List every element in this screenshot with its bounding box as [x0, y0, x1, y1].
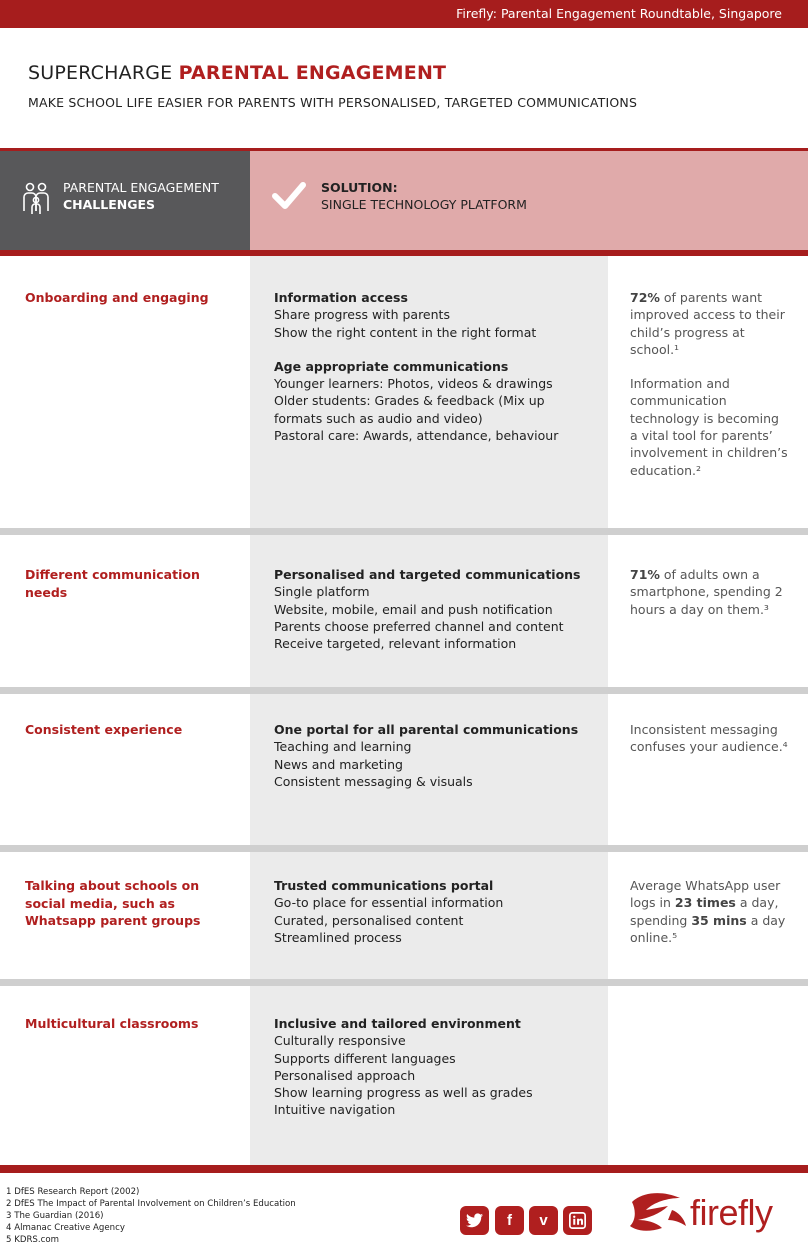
solution-trusted-portal [274, 877, 594, 946]
footnotes [6, 1186, 296, 1246]
top-banner [0, 0, 808, 28]
footnote: 4 Almanac Creative Agency [6, 1223, 125, 1233]
checkmark-icon [272, 181, 306, 211]
solution-line: Culturally responsive [274, 1033, 406, 1049]
solution-header [250, 148, 808, 250]
footer-divider [0, 1165, 808, 1173]
solution-line: Personalised approach [274, 1067, 416, 1083]
solution-line: Older students: Grades & feedback (Mix up formats such as audio and video) [274, 393, 545, 426]
challenges-header [0, 148, 250, 250]
challenge-multicultural: Multicultural classrooms [25, 1016, 199, 1031]
solution-header-line1: SOLUTION: [321, 180, 398, 195]
stat-inconsistent-messaging: Inconsistent messaging confuses your audience.⁴ [630, 722, 788, 755]
solution-line: Pastoral care: Awards, attendance, behaviour [274, 428, 559, 444]
solution-heading: One portal for all parental communications [274, 722, 579, 737]
solution-heading: Age appropriate communications [274, 358, 509, 374]
stat-text: Average WhatsApp user logs in [630, 878, 781, 911]
solution-line: Parents choose preferred channel and content [274, 618, 564, 634]
challenge-communication-needs: Different communication needs [25, 567, 200, 600]
stat-highlight: 23 times [674, 895, 736, 911]
stat-whatsapp [630, 877, 790, 946]
solution-line: Share progress with parents [274, 307, 450, 323]
solution-personalised-communications [274, 566, 594, 652]
stat-highlight: 72% [630, 290, 660, 305]
solution-line: Supports different languages [274, 1050, 456, 1066]
stat-smartphone [630, 566, 790, 618]
solution-line: Curated, personalised content [274, 912, 464, 928]
title-highlight: PARENTAL ENGAGEMENT [178, 62, 447, 84]
solution-heading: Inclusive and tailored environment [274, 1016, 521, 1031]
solution-one-portal [274, 721, 594, 790]
challenge-consistent-experience: Consistent experience [25, 722, 183, 737]
firefly-logo-icon [628, 1190, 688, 1236]
solution-line: Consistent messaging & visuals [274, 773, 473, 789]
parents-family-icon [22, 181, 50, 215]
solution-line: Intuitive navigation [274, 1102, 396, 1118]
row-divider [0, 528, 808, 535]
page-title [28, 62, 446, 84]
solution-line: Single platform [274, 584, 370, 600]
footnote: 1 DfES Research Report (2002) [6, 1187, 140, 1197]
solution-inclusive-environment [274, 1015, 594, 1119]
stat-text: a day online.⁵ [630, 912, 786, 945]
solution-heading: Personalised and targeted communications [274, 567, 581, 582]
solution-line: Streamlined process [274, 929, 402, 945]
solution-header-text [321, 179, 527, 213]
solution-line: Website, mobile, email and push notification [274, 601, 553, 617]
solution-line: Younger learners: Photos, videos & drawings [274, 376, 553, 392]
stat-highlight: 71% [630, 567, 660, 582]
solution-line: Show learning progress as well as grades [274, 1085, 533, 1101]
solution-line: News and marketing [274, 756, 403, 772]
solution-line: Teaching and learning [274, 739, 412, 755]
solution-line: Show the right content in the right format [274, 324, 537, 340]
solution-line: Go-to place for essential information [274, 895, 504, 911]
row-divider [0, 687, 808, 694]
stat-parents-access [630, 289, 790, 479]
stat-text: of adults own a smartphone, spending 2 hours a day on them.³ [630, 567, 783, 617]
solution-header-line2: SINGLE TECHNOLOGY PLATFORM [321, 197, 527, 212]
title-prefix: SUPERCHARGE [28, 62, 179, 84]
challenge-social-media: Talking about schools on social media, such as Whatsapp parent groups [25, 878, 201, 928]
challenges-header-line2: CHALLENGES [63, 197, 156, 212]
vimeo-icon[interactable]: v [529, 1206, 558, 1235]
footnote: 5 KDRS.com [6, 1235, 59, 1245]
solution-information-access [274, 289, 594, 444]
stat-text: of parents want improved access to their child’s progress at school.¹ [630, 290, 785, 357]
stat-text: a day, spending [630, 895, 779, 928]
linkedin-icon[interactable] [563, 1206, 592, 1235]
row-divider [0, 979, 808, 986]
footnote: 2 DfES The Impact of Parental Involvement on Children’s Education [6, 1199, 296, 1209]
solution-line: Receive targeted, relevant information [274, 636, 517, 652]
stat-highlight: 35 mins [691, 912, 747, 928]
footnote: 3 The Guardian (2016) [6, 1211, 104, 1221]
solution-heading: Trusted communications portal [274, 878, 494, 893]
challenges-header-line1: PARENTAL ENGAGEMENT [63, 180, 219, 195]
stat-text: Information and communication technology is becoming a vital tool for parents’ involvement in children’s education.² [630, 376, 788, 478]
event-title: Firefly: Parental Engagement Roundtable, Singapore [456, 6, 782, 21]
facebook-icon[interactable]: f [495, 1206, 524, 1235]
firefly-logo-text: firefly [690, 1192, 773, 1233]
page-subtitle: MAKE SCHOOL LIFE EASIER FOR PARENTS WITH PERSONALISED, TARGETED COMMUNICATIONS [28, 95, 638, 110]
row-divider [0, 845, 808, 852]
solution-heading: Information access [274, 290, 408, 305]
twitter-icon[interactable] [460, 1206, 489, 1235]
challenges-header-text [63, 179, 219, 213]
challenge-onboarding: Onboarding and engaging [25, 290, 209, 305]
